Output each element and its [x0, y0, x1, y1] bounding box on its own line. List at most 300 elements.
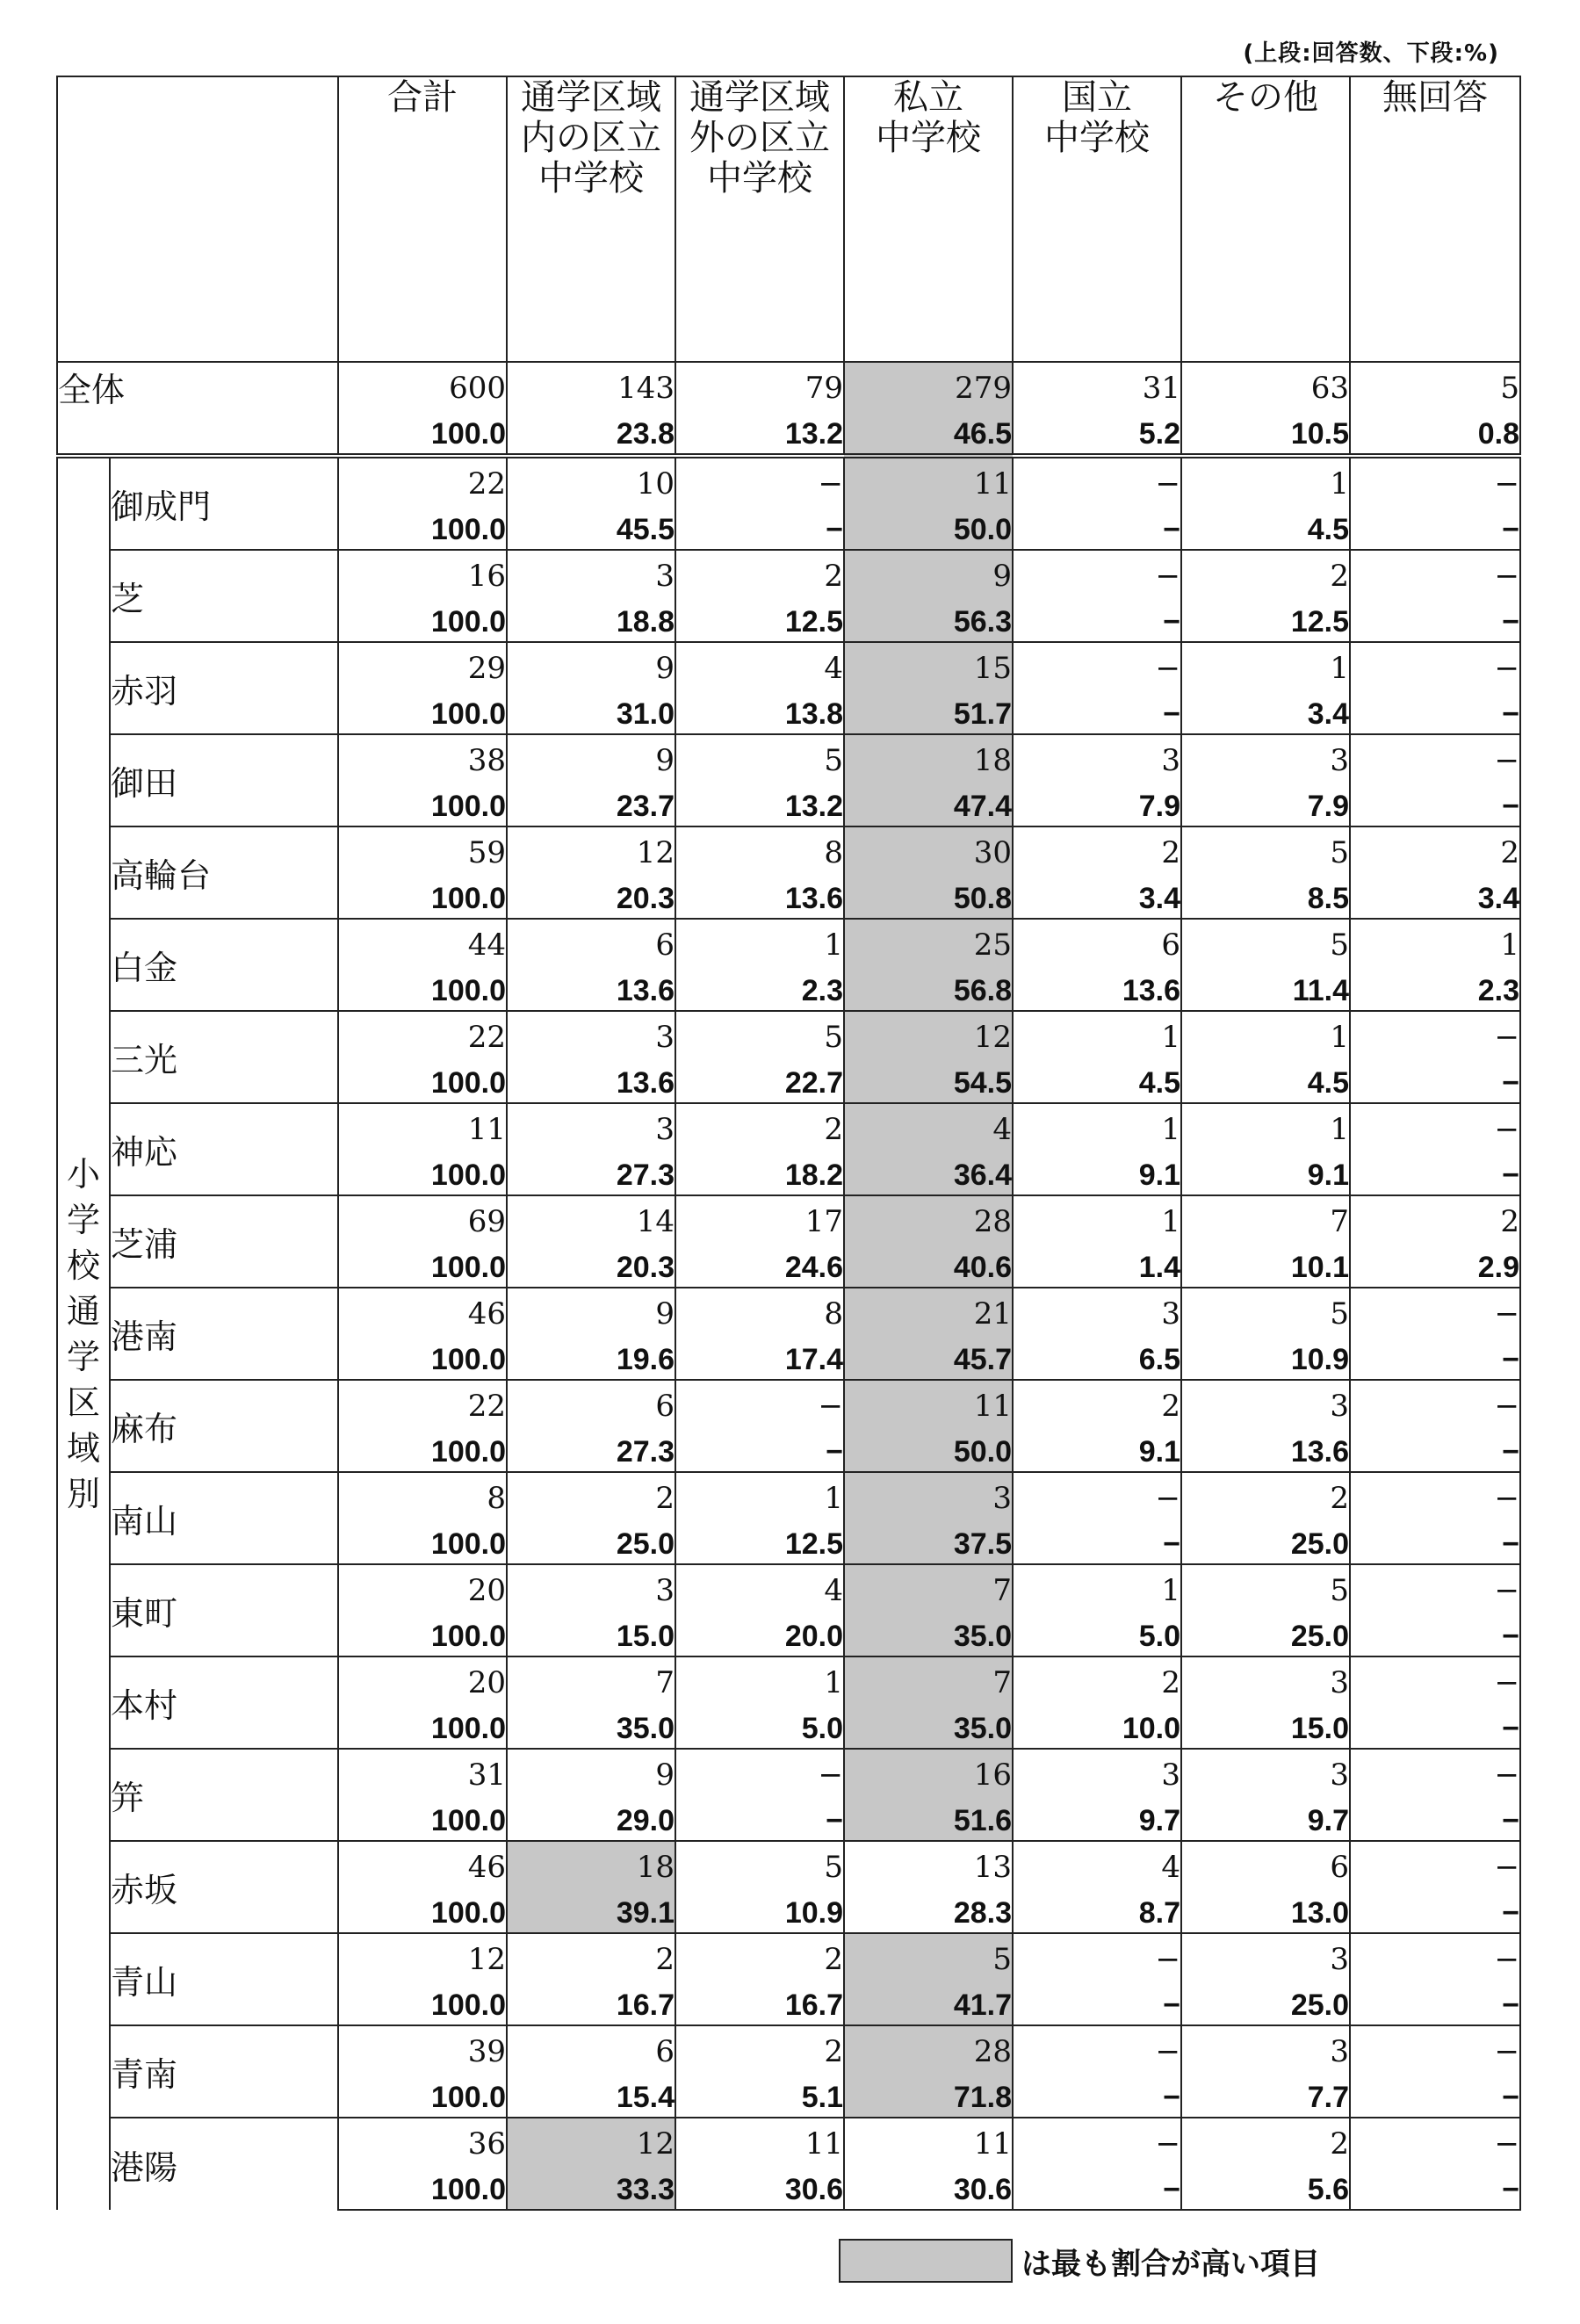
value-cell: 100.0	[338, 1057, 507, 1103]
column-header-line: 国立	[1062, 77, 1132, 118]
value-cell: −	[1013, 550, 1181, 595]
value-cell: 5.1	[675, 2071, 844, 2118]
value-cell: 30.6	[675, 2163, 844, 2210]
value-cell: −	[1013, 2118, 1181, 2163]
table-row-count	[57, 919, 1520, 964]
header-corner	[57, 76, 338, 362]
value-cell: 13.0	[1181, 1887, 1350, 1933]
value-cell: 3.4	[1181, 688, 1350, 734]
value-cell: 100.0	[338, 1794, 507, 1841]
row-label: 御田	[110, 734, 338, 826]
value-cell: 41.7	[844, 1979, 1013, 2025]
value-cell: −	[1013, 642, 1181, 688]
value-cell: 13.6	[1181, 1425, 1350, 1472]
row-label: 青山	[110, 1933, 338, 2025]
row-label: 白金	[110, 919, 338, 1011]
row-label: 港陽	[110, 2118, 338, 2210]
column-header-line: 内の区立	[521, 118, 661, 158]
value-cell: 5	[1181, 1564, 1350, 1610]
value-cell: 4	[844, 1103, 1013, 1149]
value-cell: 79	[675, 362, 844, 408]
value-cell: 37.5	[844, 1518, 1013, 1564]
value-cell: 9.1	[1013, 1425, 1181, 1472]
value-cell: −	[1350, 1472, 1520, 1518]
value-cell: 143	[507, 362, 675, 408]
value-cell: 51.6	[844, 1794, 1013, 1841]
value-cell: 11	[675, 2118, 844, 2163]
column-header-line: 外の区立	[689, 118, 830, 158]
value-cell: 71.8	[844, 2071, 1013, 2118]
value-cell: −	[1350, 1979, 1520, 2025]
value-cell: −	[1350, 734, 1520, 780]
value-cell: 38	[338, 734, 507, 780]
legend	[839, 2239, 1320, 2283]
value-cell: 45.7	[844, 1333, 1013, 1380]
value-cell: 23.7	[507, 780, 675, 826]
value-cell: 100.0	[338, 1333, 507, 1380]
value-cell: −	[1350, 1380, 1520, 1425]
value-cell: 46.5	[844, 408, 1013, 456]
value-cell: 1	[1350, 919, 1520, 964]
value-cell: 13.8	[675, 688, 844, 734]
value-cell: −	[1350, 456, 1520, 503]
value-cell: 12.5	[675, 595, 844, 642]
table-row-count	[57, 2118, 1520, 2163]
value-cell: 2.9	[1350, 1241, 1520, 1288]
value-cell: 10.9	[1181, 1333, 1350, 1380]
column-header-line: 中学校	[707, 158, 812, 198]
value-cell: 5	[1181, 919, 1350, 964]
value-cell: 35.0	[844, 1610, 1013, 1656]
value-cell: −	[1350, 1518, 1520, 1564]
value-cell: −	[1013, 688, 1181, 734]
value-cell: 39.1	[507, 1887, 675, 1933]
value-cell: −	[1013, 503, 1181, 550]
value-cell: 9	[844, 550, 1013, 595]
value-cell: 20	[338, 1564, 507, 1610]
value-cell: 54.5	[844, 1057, 1013, 1103]
column-header-line: その他	[1213, 77, 1318, 118]
table-row-count	[57, 1749, 1520, 1794]
value-cell: 50.0	[844, 503, 1013, 550]
value-cell: 2	[1013, 1656, 1181, 1702]
value-cell: 46	[338, 1841, 507, 1887]
value-cell: 7.7	[1181, 2071, 1350, 2118]
value-cell: −	[1350, 1149, 1520, 1195]
value-cell: 12	[338, 1933, 507, 1979]
value-cell: 100.0	[338, 1518, 507, 1564]
value-cell: 6	[507, 2025, 675, 2071]
value-cell: 100.0	[338, 780, 507, 826]
value-cell: 22	[338, 1380, 507, 1425]
value-cell: 2	[1350, 826, 1520, 872]
value-cell: 25.0	[1181, 1518, 1350, 1564]
value-cell: 63	[1181, 362, 1350, 408]
value-cell: 8	[675, 1288, 844, 1333]
table-row-count	[57, 1564, 1520, 1610]
value-cell: −	[1350, 1749, 1520, 1794]
value-cell: 100.0	[338, 1887, 507, 1933]
table-row-count	[57, 1933, 1520, 1979]
value-cell: −	[675, 1749, 844, 1794]
value-cell: 11	[844, 2118, 1013, 2163]
value-cell: 40.6	[844, 1241, 1013, 1288]
column-header-line: 通学区域	[689, 77, 830, 118]
value-cell: −	[1350, 1933, 1520, 1979]
value-cell: −	[1350, 1610, 1520, 1656]
value-cell: −	[675, 456, 844, 503]
value-cell: 100.0	[338, 595, 507, 642]
value-cell: 8	[675, 826, 844, 872]
value-cell: 12	[507, 2118, 675, 2163]
value-cell: 3	[507, 1011, 675, 1057]
value-cell: 100.0	[338, 1425, 507, 1472]
value-cell: 17.4	[675, 1333, 844, 1380]
value-cell: 2	[1181, 550, 1350, 595]
value-cell: −	[1350, 503, 1520, 550]
row-label: 笄	[110, 1749, 338, 1841]
value-cell: 4	[1013, 1841, 1181, 1887]
value-cell: 2	[1013, 1380, 1181, 1425]
value-cell: 28.3	[844, 1887, 1013, 1933]
value-cell: 33.3	[507, 2163, 675, 2210]
value-cell: 2	[507, 1472, 675, 1518]
value-cell: 7	[1181, 1195, 1350, 1241]
value-cell: −	[1350, 2163, 1520, 2210]
value-cell: −	[1350, 1425, 1520, 1472]
value-cell: 2	[675, 550, 844, 595]
value-cell: −	[1350, 688, 1520, 734]
value-cell: 18	[507, 1841, 675, 1887]
group-label-text: 小学校通学区域別	[66, 1155, 100, 1513]
value-cell: 19.6	[507, 1333, 675, 1380]
value-cell: 25.0	[1181, 1979, 1350, 2025]
value-cell: 100.0	[338, 1979, 507, 2025]
value-cell: 100.0	[338, 688, 507, 734]
value-cell: 2	[507, 1933, 675, 1979]
value-cell: 1	[675, 919, 844, 964]
table-row-count	[57, 550, 1520, 595]
value-cell: 20.3	[507, 872, 675, 919]
value-cell: 10.1	[1181, 1241, 1350, 1288]
value-cell: 13.2	[675, 408, 844, 456]
value-cell: 11	[338, 1103, 507, 1149]
value-cell: 21	[844, 1288, 1013, 1333]
value-cell: 16	[844, 1749, 1013, 1794]
value-cell: 3	[844, 1472, 1013, 1518]
value-cell: 13.6	[1013, 964, 1181, 1011]
value-cell: 12.5	[1181, 595, 1350, 642]
unit-note: (上段:回答数、下段:%)	[1243, 40, 1499, 67]
value-cell: 15.4	[507, 2071, 675, 2118]
value-cell: 3	[1013, 734, 1181, 780]
value-cell: 8	[338, 1472, 507, 1518]
value-cell: 100.0	[338, 2071, 507, 2118]
value-cell: 27.3	[507, 1425, 675, 1472]
value-cell: 5	[675, 1011, 844, 1057]
value-cell: 2.3	[675, 964, 844, 1011]
value-cell: 1.4	[1013, 1241, 1181, 1288]
value-cell: 5	[1181, 826, 1350, 872]
value-cell: −	[1013, 1933, 1181, 1979]
value-cell: 44	[338, 919, 507, 964]
value-cell: 11	[844, 456, 1013, 503]
value-cell: 8.5	[1181, 872, 1350, 919]
value-cell: 2	[1013, 826, 1181, 872]
value-cell: 2	[1350, 1195, 1520, 1241]
value-cell: −	[675, 1380, 844, 1425]
value-cell: 14	[507, 1195, 675, 1241]
row-label: 神応	[110, 1103, 338, 1195]
table-row-count	[57, 1841, 1520, 1887]
value-cell: 46	[338, 1288, 507, 1333]
value-cell: −	[1013, 2025, 1181, 2071]
value-cell: 11.4	[1181, 964, 1350, 1011]
row-label: 東町	[110, 1564, 338, 1656]
value-cell: 5.0	[675, 1702, 844, 1749]
value-cell: 100.0	[338, 872, 507, 919]
value-cell: 28	[844, 1195, 1013, 1241]
value-cell: 15	[844, 642, 1013, 688]
value-cell: −	[1013, 2071, 1181, 2118]
value-cell: 28	[844, 2025, 1013, 2071]
column-header-line: 中学校	[538, 158, 644, 198]
value-cell: 1	[1013, 1103, 1181, 1149]
value-cell: 13.2	[675, 780, 844, 826]
row-label: 赤羽	[110, 642, 338, 734]
value-cell: 7.9	[1013, 780, 1181, 826]
table-row-count	[57, 1472, 1520, 1518]
value-cell: 5.6	[1181, 2163, 1350, 2210]
value-cell: 3	[1181, 2025, 1350, 2071]
value-cell: 29	[338, 642, 507, 688]
value-cell: 16	[338, 550, 507, 595]
value-cell: 3	[507, 550, 675, 595]
value-cell: 31	[1013, 362, 1181, 408]
value-cell: 6	[1013, 919, 1181, 964]
value-cell: 5	[675, 1841, 844, 1887]
column-header	[338, 76, 507, 362]
value-cell: 3.4	[1013, 872, 1181, 919]
value-cell: −	[1350, 2118, 1520, 2163]
value-cell: 100.0	[338, 1610, 507, 1656]
value-cell: 15.0	[507, 1610, 675, 1656]
value-cell: 5.2	[1013, 408, 1181, 456]
value-cell: 5	[1350, 362, 1520, 408]
column-header	[1013, 76, 1181, 362]
row-label: 南山	[110, 1472, 338, 1564]
column-header-line: 中学校	[1044, 118, 1150, 158]
value-cell: 36.4	[844, 1149, 1013, 1195]
value-cell: 22.7	[675, 1057, 844, 1103]
value-cell: 9	[507, 642, 675, 688]
value-cell: −	[1350, 1564, 1520, 1610]
value-cell: 56.3	[844, 595, 1013, 642]
table-body	[57, 362, 1520, 2210]
value-cell: 13	[844, 1841, 1013, 1887]
table-row-count	[57, 1011, 1520, 1057]
value-cell: 3	[507, 1103, 675, 1149]
value-cell: 279	[844, 362, 1013, 408]
value-cell: 9	[507, 734, 675, 780]
value-cell: 9	[507, 1749, 675, 1794]
value-cell: 56.8	[844, 964, 1013, 1011]
value-cell: 6	[1181, 1841, 1350, 1887]
value-cell: 29.0	[507, 1794, 675, 1841]
row-label: 本村	[110, 1656, 338, 1749]
value-cell: 25.0	[507, 1518, 675, 1564]
value-cell: 36	[338, 2118, 507, 2163]
value-cell: 100.0	[338, 1702, 507, 1749]
value-cell: 18	[844, 734, 1013, 780]
value-cell: 12	[844, 1011, 1013, 1057]
value-cell: 18.8	[507, 595, 675, 642]
value-cell: 35.0	[507, 1702, 675, 1749]
column-header-line: 中学校	[876, 118, 981, 158]
value-cell: −	[1350, 2025, 1520, 2071]
value-cell: 27.3	[507, 1149, 675, 1195]
row-label: 麻布	[110, 1380, 338, 1472]
value-cell: 24.6	[675, 1241, 844, 1288]
table-row-count	[57, 1103, 1520, 1149]
value-cell: 1	[1181, 456, 1350, 503]
value-cell: −	[1350, 550, 1520, 595]
value-cell: 25	[844, 919, 1013, 964]
column-header-line: 合計	[387, 77, 458, 118]
value-cell: 50.8	[844, 872, 1013, 919]
value-cell: 3	[1181, 1749, 1350, 1794]
value-cell: 10.9	[675, 1887, 844, 1933]
value-cell: 22	[338, 456, 507, 503]
table-row-count	[57, 1380, 1520, 1425]
row-label: 芝	[110, 550, 338, 642]
value-cell: −	[1013, 2163, 1181, 2210]
column-header-line: 無回答	[1382, 77, 1488, 118]
value-cell: −	[1013, 595, 1181, 642]
value-cell: −	[1013, 1518, 1181, 1564]
value-cell: 5	[675, 734, 844, 780]
value-cell: −	[1013, 456, 1181, 503]
table-row-count	[57, 734, 1520, 780]
value-cell: 45.5	[507, 503, 675, 550]
value-cell: −	[675, 503, 844, 550]
value-cell: 3	[1013, 1749, 1181, 1794]
value-cell: 13.6	[507, 1057, 675, 1103]
value-cell: 600	[338, 362, 507, 408]
value-cell: 35.0	[844, 1702, 1013, 1749]
table-row-count	[57, 1195, 1520, 1241]
value-cell: 31.0	[507, 688, 675, 734]
value-cell: 18.2	[675, 1149, 844, 1195]
value-cell: −	[1013, 1979, 1181, 2025]
column-header	[1350, 76, 1520, 362]
column-header	[844, 76, 1013, 362]
value-cell: 0.8	[1350, 408, 1520, 456]
value-cell: 17	[675, 1195, 844, 1241]
table-row-count	[57, 642, 1520, 688]
row-label: 赤坂	[110, 1841, 338, 1933]
survey-table	[56, 76, 1521, 2211]
value-cell: 3	[1181, 1656, 1350, 1702]
value-cell: 30	[844, 826, 1013, 872]
table-row-count	[57, 826, 1520, 872]
value-cell: 100.0	[338, 1241, 507, 1288]
value-cell: 2	[675, 2025, 844, 2071]
value-cell: −	[1350, 1887, 1520, 1933]
value-cell: 20.3	[507, 1241, 675, 1288]
value-cell: 5.0	[1013, 1610, 1181, 1656]
value-cell: −	[1350, 1656, 1520, 1702]
value-cell: 10	[507, 456, 675, 503]
value-cell: 31	[338, 1749, 507, 1794]
value-cell: −	[1350, 780, 1520, 826]
value-cell: 1	[1013, 1011, 1181, 1057]
value-cell: 1	[1181, 642, 1350, 688]
value-cell: 12.5	[675, 1518, 844, 1564]
legend-swatch	[839, 2239, 1013, 2283]
value-cell: 7	[844, 1656, 1013, 1702]
legend-text: は最も割合が高い項目	[1021, 2246, 1320, 2282]
value-cell: 100.0	[338, 964, 507, 1011]
value-cell: −	[1350, 642, 1520, 688]
table-row-count	[57, 1656, 1520, 1702]
column-header	[675, 76, 844, 362]
value-cell: −	[1350, 1333, 1520, 1380]
value-cell: 13.6	[507, 964, 675, 1011]
value-cell: 7	[507, 1656, 675, 1702]
value-cell: −	[1350, 1702, 1520, 1749]
value-cell: 100.0	[338, 408, 507, 456]
value-cell: 5	[844, 1933, 1013, 1979]
value-cell: 39	[338, 2025, 507, 2071]
value-cell: 3.4	[1350, 872, 1520, 919]
value-cell: 59	[338, 826, 507, 872]
value-cell: 25.0	[1181, 1610, 1350, 1656]
row-label: 芝浦	[110, 1195, 338, 1288]
value-cell: 20	[338, 1656, 507, 1702]
value-cell: 1	[675, 1656, 844, 1702]
value-cell: −	[1013, 1472, 1181, 1518]
value-cell: 30.6	[844, 2163, 1013, 2210]
value-cell: 50.0	[844, 1425, 1013, 1472]
value-cell: 3	[1181, 734, 1350, 780]
value-cell: 100.0	[338, 1149, 507, 1195]
value-cell: 2	[675, 1933, 844, 1979]
value-cell: 12	[507, 826, 675, 872]
value-cell: 100.0	[338, 2163, 507, 2210]
row-label: 青南	[110, 2025, 338, 2118]
value-cell: 6	[507, 1380, 675, 1425]
group-label	[57, 456, 110, 2210]
column-header-line: 通学区域	[521, 77, 661, 118]
value-cell: 2	[675, 1103, 844, 1149]
value-cell: 5	[1181, 1288, 1350, 1333]
value-cell: 2	[1181, 2118, 1350, 2163]
value-cell: 1	[1013, 1564, 1181, 1610]
value-cell: 4	[675, 1564, 844, 1610]
value-cell: 51.7	[844, 688, 1013, 734]
value-cell: −	[1350, 1103, 1520, 1149]
column-header	[507, 76, 675, 362]
value-cell: −	[1350, 2071, 1520, 2118]
value-cell: −	[675, 1425, 844, 1472]
value-cell: 1	[675, 1472, 844, 1518]
row-label: 御成門	[110, 456, 338, 550]
value-cell: −	[675, 1794, 844, 1841]
value-cell: 1	[1181, 1103, 1350, 1149]
value-cell: 3	[1181, 1933, 1350, 1979]
value-cell: −	[1350, 1794, 1520, 1841]
